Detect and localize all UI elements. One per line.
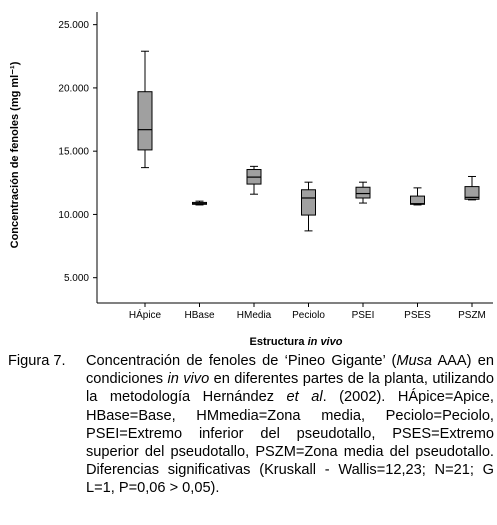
x-tick-label: HBase (184, 310, 215, 321)
box-iqr (138, 92, 152, 150)
caption-text-4: . (2002). HÁpice=Apice, HBase=Base, HMmedia=Zona media, Peciolo=Peciolo, PSEI=Extremo inferior del pseudotallo, PSES=Extremo superior del pseudotallo, PSZM=Zona media del pseudotallo. Diferencias significativas (Kruskall - Wallis=12,23; N=21; G L=1, P=0,06 > 0,05). (86, 389, 494, 497)
x-tick-label: Peciolo (292, 310, 325, 321)
y-axis-title: Concentración de fenoles (mg ml⁻¹) (9, 61, 21, 249)
x-tick-label: HÁpice (128, 310, 162, 321)
caption-musa: Musa (396, 353, 433, 369)
y-tick-label: 15.000 (58, 146, 89, 158)
y-tick-label: 10.000 (58, 209, 89, 221)
box-pszm (465, 176, 479, 199)
x-axis-title-italic: in vivo (307, 336, 343, 348)
box-hbase (193, 201, 207, 205)
y-axis (58, 12, 97, 303)
box-iqr (302, 190, 316, 215)
y-tick-label: 25.000 (58, 20, 89, 32)
x-tick-label: PSZM (458, 310, 486, 321)
box-psei (356, 182, 370, 203)
box-peciolo (302, 182, 316, 231)
caption-text (86, 352, 494, 498)
box-hápice (138, 51, 152, 167)
x-tick-label: PSEI (351, 310, 375, 321)
x-axis-title-prefix: Estructura (249, 336, 308, 348)
boxes (138, 51, 479, 231)
box-iqr (411, 196, 425, 204)
box-iqr (356, 187, 370, 198)
y-tick-label: 20.000 (58, 83, 89, 95)
caption-text-2: AAA) en condiciones (86, 353, 494, 388)
caption-text-1: Concentración de fenoles de ‘Pineo Gigante’ ( (86, 353, 397, 369)
x-axis (97, 303, 493, 321)
x-tick-label: HMedia (236, 310, 272, 321)
box-hmedia (247, 166, 261, 194)
figure-caption (8, 352, 494, 498)
caption-invivo: in vivo (167, 371, 210, 388)
y-tick-label: 5.000 (63, 273, 89, 285)
caption-text-3: en diferentes partes de la planta, utilizando la metodología Hernández (86, 371, 494, 406)
x-axis-title (250, 336, 343, 348)
box-pses (411, 188, 425, 205)
caption-label: Figura 7. (8, 353, 66, 369)
caption-etal: et al (286, 389, 323, 406)
x-tick-label: PSES (404, 310, 431, 321)
